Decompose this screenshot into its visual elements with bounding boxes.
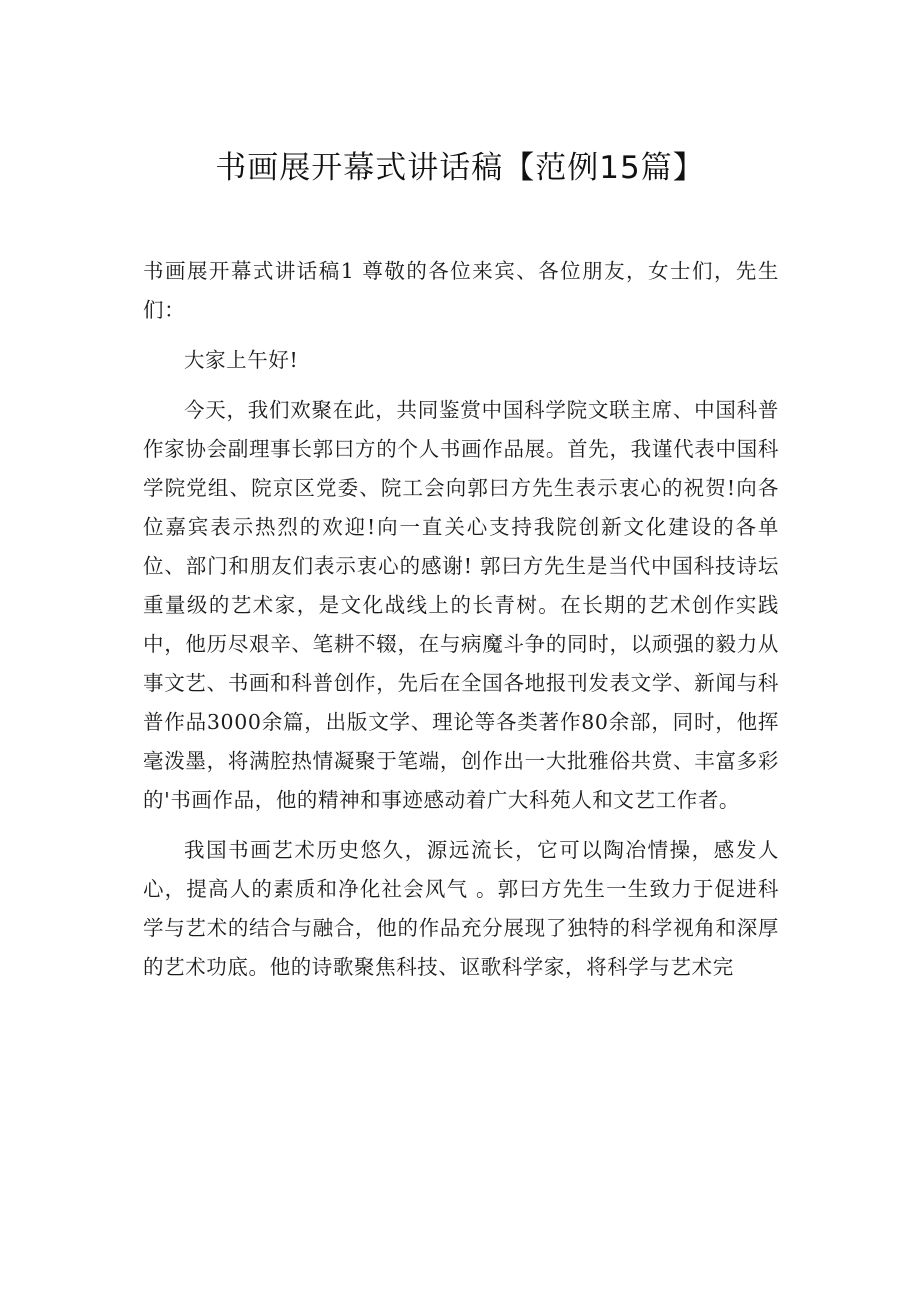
paragraph-art-history: 我国书画艺术历史悠久，源远流长，它可以陶冶情操，感发人心，提高人的素质和净化社会风气 。郭曰方先生一生致力于促进科学与艺术的结合与融合，他的作品充分展现了独特的科学视角和深厚的艺术功底。他的诗歌聚焦科技、讴歌科学家，将科学与艺术完 [143, 838, 779, 979]
document-title: 书画展开幕式讲话稿【范例15篇】 [215, 150, 705, 186]
document-body [143, 252, 779, 998]
paragraph-introduction: 今天，我们欢聚在此，共同鉴赏中国科学院文联主席、中国科普作家协会副理事长郭曰方的个人书画作品展。首先，我谨代表中国科学院党组、院京区党委、院工会向郭曰方先生表示衷心的祝贺!向各位嘉宾表示热烈的欢迎!向一直关心支持我院创新文化建设的各单位、部门和朋友们表示衷心的感谢! 郭曰方先生是当代中国科技诗坛重量级的艺术家，是文化战线上的长青树。在长期的艺术创作实践中，他历尽艰辛、笔耕不辍，在与病魔斗争的同时，以顽强的毅力从事文艺、书画和科普创作，先后在全国各地报刊发表文学、新闻与科普作品3000余篇，出版文学、理论等各类著作80余部，同时，他挥毫泼墨，将满腔热情凝聚于笔端，创作出一大批雅俗共赏、丰富多彩的'书画作品，他的精神和事迹感动着广大科苑人和文艺工作者。 [143, 398, 779, 812]
paragraph-greeting: 书画展开幕式讲话稿1 尊敬的各位来宾、各位朋友，女士们，先生们： [143, 259, 779, 322]
paragraph-salutation: 大家上午好! [184, 348, 299, 372]
